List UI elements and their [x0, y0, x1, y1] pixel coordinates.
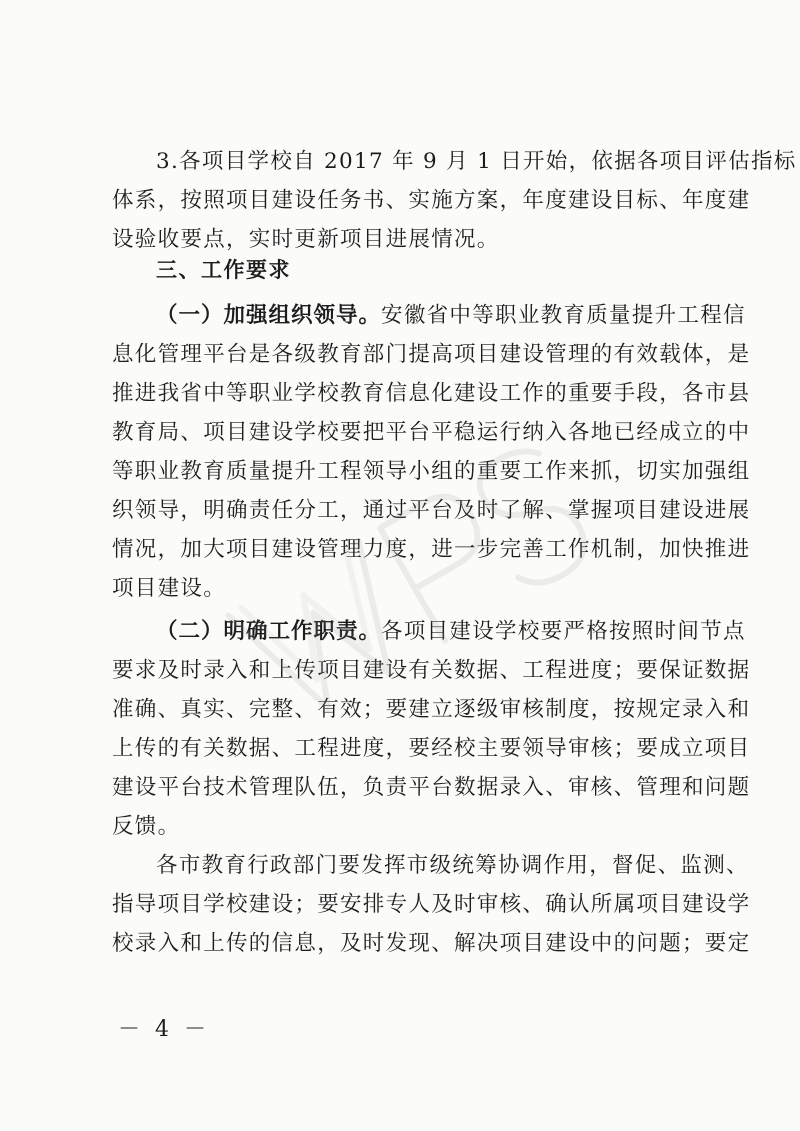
paragraph-item-3 — [112, 142, 797, 259]
paragraph-line: 体系，按照项目建设任务书、实施方案，年度建设目标、年度建 — [112, 188, 751, 213]
paragraph-line: 建设平台技术管理队伍，负责平台数据录入、审核、管理和问题 — [112, 775, 751, 800]
paragraph-line: 3.各项目学校自 2017 年 9 月 1 日开始，依据各项目评估指标 — [156, 149, 797, 174]
paragraph-line-rest: 安徽省中等职业教育质量提升工程信 — [381, 303, 746, 328]
paragraph-first-line — [112, 612, 746, 651]
paragraph-line: 各市教育行政部门要发挥市级统筹协调作用，督促、监测、 — [156, 853, 749, 878]
paragraph-lead-heading: （二）明确工作职责。 — [156, 619, 382, 644]
paragraph-city-departments — [112, 846, 751, 963]
paragraph-line-rest: 各项目建设学校要严格按照时间节点 — [381, 619, 746, 644]
paragraph-clarify-duties — [112, 612, 751, 846]
paragraph-line: 准确、真实、完整、有效；要建立逐级审核制度，按规定录入和 — [112, 697, 751, 722]
paragraph-strengthen-leadership — [112, 296, 751, 608]
paragraph-line: 设验收要点，实时更新项目进展情况。 — [112, 227, 500, 252]
section-heading: 三、工作要求 — [156, 258, 291, 282]
paragraph-line: 指导项目学校建设；要安排专人及时审核、确认所属项目建设学 — [112, 892, 751, 917]
paragraph-line: 上传的有关数据、工程进度，要经校主要领导审核；要成立项目 — [112, 736, 751, 761]
paragraph-line: 息化管理平台是各级教育部门提高项目建设管理的有效载体，是 — [112, 342, 751, 367]
paragraph-line: 情况，加大项目建设管理力度，进一步完善工作机制，加快推进 — [112, 537, 751, 562]
paragraph-line: 推进我省中等职业学校教育信息化建设工作的重要手段，各市县 — [112, 381, 751, 406]
paragraph-line: 要求及时录入和上传项目建设有关数据、工程进度；要保证数据 — [112, 658, 751, 683]
paragraph-line: 项目建设。 — [112, 576, 227, 601]
paragraph-line: 反馈。 — [112, 814, 181, 839]
paragraph-line: 等职业教育质量提升工程领导小组的重要工作来抓，切实加强组 — [112, 459, 751, 484]
paragraph-line: 教育局、项目建设学校要把平台平稳运行纳入各地已经成立的中 — [112, 420, 751, 445]
paragraph-line: 校录入和上传的信息，及时发现、解决项目建设中的问题；要定 — [112, 931, 751, 956]
paragraph-lead-heading: （一）加强组织领导。 — [156, 303, 382, 328]
paragraph-first-line — [112, 296, 746, 335]
paragraph-line: 织领导，明确责任分工，通过平台及时了解、掌握项目建设进展 — [112, 498, 751, 523]
page-number: － 4 － — [118, 1017, 210, 1042]
